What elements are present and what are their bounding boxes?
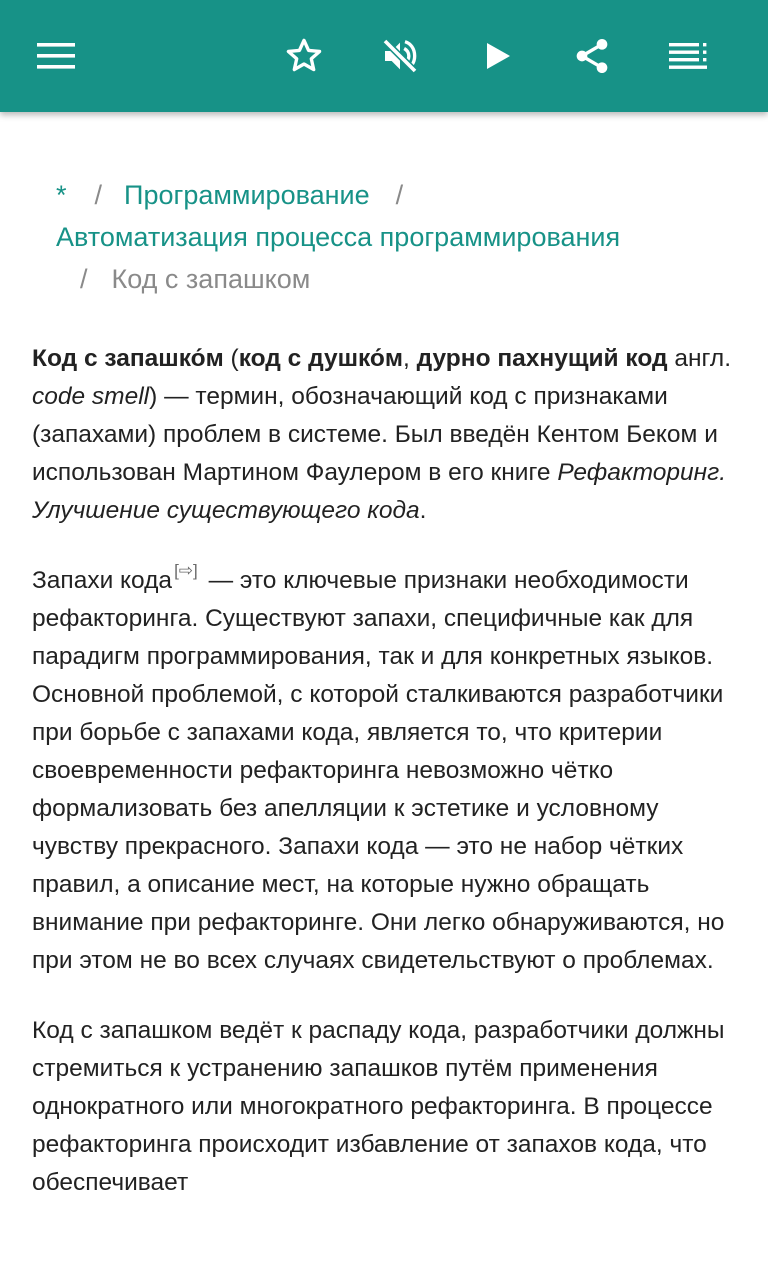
menu-icon bbox=[37, 42, 75, 70]
app-toolbar bbox=[0, 0, 768, 112]
article-paragraph: Запахи кода [⇨] — это ключевые признаки необходимости рефакторинга. Существуют запахи, специфичные как для парадигм программирования, так и для конкретных языков. Основной проблемой, с которой сталкиваются разработчики при борьбе с запахами кода, является то, что критерии своевременности рефакторинга невозможно чётко формализовать без апелляции к эстетике и условному чувству прекрасного. Запахи кода — это не набор чётких правил, а описание мест, на которые нужно обращать внимание при рефакторинге. Они легко обнаруживаются, но при этом не во всех случаях свидетельствуют о проблемах. bbox=[32, 561, 725, 974]
menu-button[interactable] bbox=[28, 28, 84, 84]
favorite-button[interactable] bbox=[276, 28, 332, 84]
article-view bbox=[0, 112, 768, 1280]
breadcrumb-link-programming[interactable]: Программирование bbox=[124, 180, 370, 210]
breadcrumb-separator: / bbox=[94, 180, 103, 210]
breadcrumb-home-link[interactable]: * bbox=[56, 180, 67, 210]
volume-off-icon bbox=[380, 36, 420, 76]
breadcrumb-separator: / bbox=[395, 180, 404, 210]
book-title: Рефакторинг. Улучшение существующего кода bbox=[32, 459, 727, 524]
article-paragraph: Код с запашком ведёт к распаду кода, разработчики должны стремиться к устранению запашков путём применения однократного или многократного рефакторинга. В процессе рефакторинга происходит избавление от запахов кода, что обеспечивает bbox=[32, 1017, 725, 1196]
article-term: Код с запашко́м bbox=[32, 345, 224, 372]
star-outline-icon bbox=[284, 36, 324, 76]
reference-link[interactable]: [⇨] bbox=[174, 561, 198, 580]
english-term: code smell bbox=[32, 383, 150, 410]
breadcrumb bbox=[56, 174, 716, 300]
article-paragraph: Код с запашко́м (код с душко́м, дурно пахнущий код англ. code smell) — термин, обозначающий код с признаками (запахами) проблем в системе. Был введён Кентом Беком и использован Мартином Фаулером в его книге Рефакторинг. Улучшение существующего кода. bbox=[32, 345, 732, 524]
article-synonym: дурно пахнущий код bbox=[416, 345, 668, 372]
mute-button[interactable] bbox=[372, 28, 428, 84]
contents-button[interactable] bbox=[660, 28, 716, 84]
share-icon bbox=[572, 36, 612, 76]
article-synonym: код с душко́м bbox=[238, 345, 404, 372]
breadcrumb-link-automation[interactable]: Автоматизация процесса программирования bbox=[56, 222, 621, 252]
article-body bbox=[32, 340, 736, 1234]
playlist-icon bbox=[669, 43, 707, 69]
breadcrumb-separator: / bbox=[80, 264, 88, 294]
play-icon bbox=[483, 40, 513, 72]
play-button[interactable] bbox=[470, 28, 526, 84]
share-button[interactable] bbox=[564, 28, 620, 84]
breadcrumb-current: Код с запашком bbox=[111, 264, 311, 294]
